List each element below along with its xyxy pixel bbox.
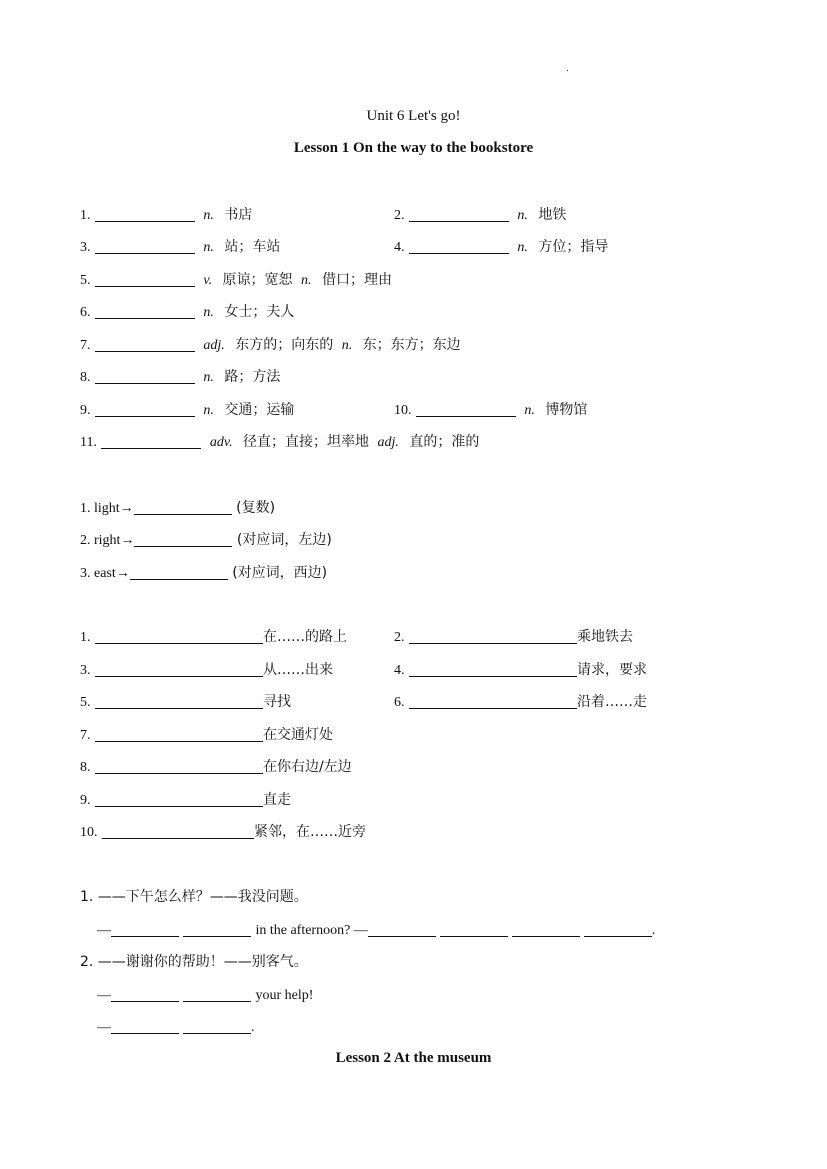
answer-blank[interactable] (95, 628, 263, 644)
vocab-item: 3. n. 站；车站 (80, 239, 281, 255)
phrase-item: 10. 紧邻，在……近旁 (80, 824, 366, 840)
answer-blank[interactable] (95, 661, 263, 677)
phrase-item: 3. 从……出来 (80, 662, 333, 678)
answer-blank[interactable] (409, 238, 509, 254)
answer-blank[interactable] (409, 661, 577, 677)
answer-blank[interactable] (95, 206, 195, 222)
answer-blank[interactable] (368, 921, 436, 937)
header-dot: . (566, 64, 569, 74)
phrase-item: 6. 沿着……走 (394, 694, 647, 710)
answer-blank[interactable] (95, 726, 263, 742)
vocab-item: 11. adv. 径直；直接；坦率地 adj. 直的；准的 (80, 434, 480, 450)
answer-blank[interactable] (512, 921, 580, 937)
answer-blank[interactable] (134, 531, 232, 547)
answer-blank[interactable] (183, 921, 251, 937)
sentence-answer-line: — . (97, 1020, 255, 1035)
answer-blank[interactable] (111, 986, 179, 1002)
answer-blank[interactable] (95, 238, 195, 254)
answer-blank[interactable] (409, 693, 577, 709)
phrase-item: 9. 直走 (80, 792, 291, 808)
answer-blank[interactable] (95, 401, 195, 417)
vocab-item: 9. n. 交通；运输 (80, 402, 295, 418)
answer-blank[interactable] (134, 499, 232, 515)
vocab-item: 6. n. 女士；夫人 (80, 304, 295, 320)
phrase-item: 8. 在你右边/左边 (80, 759, 352, 775)
sentence-answer-line: — your help! (97, 988, 314, 1003)
form-item: 2. right→ (对应词，左边) (80, 532, 332, 548)
sentence-prompt: 2. ——谢谢你的帮助！——别客气。 (80, 954, 308, 970)
answer-blank[interactable] (111, 921, 179, 937)
answer-blank[interactable] (440, 921, 508, 937)
sentence-answer-line: — in the afternoon? — . (97, 923, 656, 938)
answer-blank[interactable] (102, 823, 254, 839)
phrase-item: 4. 请求，要求 (394, 662, 647, 678)
answer-blank[interactable] (183, 986, 251, 1002)
vocab-item: 1. n. 书店 (80, 207, 253, 223)
answer-blank[interactable] (95, 791, 263, 807)
vocab-item: 2. n. 地铁 (394, 207, 567, 223)
lesson2-title: Lesson 2 At the museum (335, 1050, 492, 1066)
answer-blank[interactable] (95, 368, 195, 384)
answer-blank[interactable] (95, 271, 195, 287)
answer-blank[interactable] (183, 1018, 251, 1034)
answer-blank[interactable] (409, 206, 509, 222)
answer-blank[interactable] (130, 564, 228, 580)
answer-blank[interactable] (95, 303, 195, 319)
phrase-item: 1. 在……的路上 (80, 629, 347, 645)
phrase-item: 7. 在交通灯处 (80, 727, 333, 743)
vocab-item: 4. n. 方位；指导 (394, 239, 609, 255)
phrase-item: 2. 乘地铁去 (394, 629, 633, 645)
answer-blank[interactable] (95, 693, 263, 709)
vocab-item: 10. n. 博物馆 (394, 402, 588, 418)
form-item: 1. light→ (复数) (80, 500, 276, 516)
answer-blank[interactable] (409, 628, 577, 644)
vocab-item: 8. n. 路；方法 (80, 369, 281, 385)
vocab-item: 5. v. 原谅；宽恕 n. 借口；理由 (80, 272, 392, 288)
answer-blank[interactable] (584, 921, 652, 937)
sentence-prompt: 1. ——下午怎么样？——我没问题。 (80, 889, 308, 905)
vocab-item: 7. adj. 东方的；向东的 n. 东；东方；东边 (80, 337, 461, 353)
phrase-item: 5. 寻找 (80, 694, 291, 710)
unit-title: Unit 6 Let's go! (366, 108, 461, 124)
answer-blank[interactable] (95, 758, 263, 774)
lesson1-title: Lesson 1 On the way to the bookstore (293, 140, 534, 156)
answer-blank[interactable] (111, 1018, 179, 1034)
answer-blank[interactable] (416, 401, 516, 417)
answer-blank[interactable] (95, 336, 195, 352)
form-item: 3. east→ (对应词，西边) (80, 565, 328, 581)
answer-blank[interactable] (101, 433, 201, 449)
